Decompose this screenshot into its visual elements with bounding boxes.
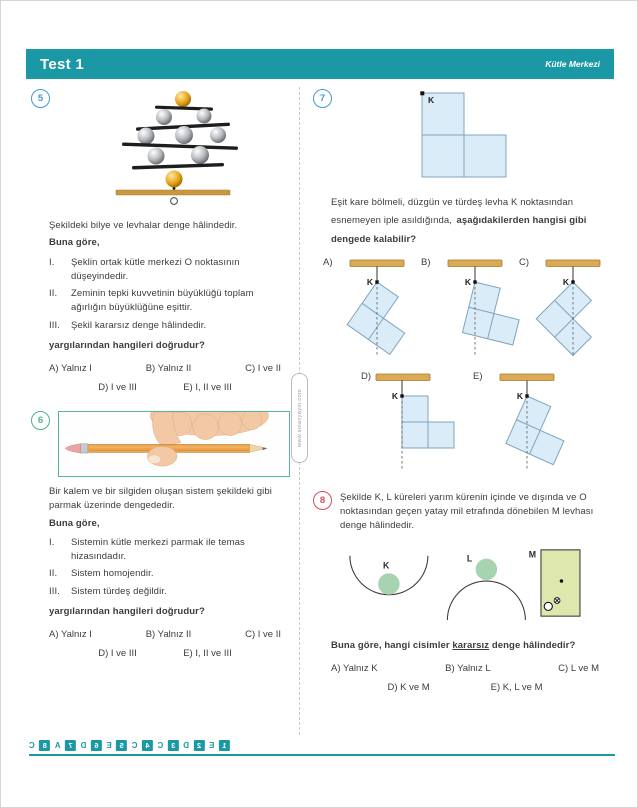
q6-photo-box [58, 411, 290, 477]
answer-key-pair [132, 740, 153, 751]
question-6-number: 6 [31, 411, 50, 430]
answer-key-number: 8 [39, 740, 50, 751]
question-5-number: 5 [31, 89, 50, 108]
balancing-sculpture-figure [86, 89, 258, 211]
center-of-mass-dot [560, 579, 564, 583]
answer-key-number: 7 [65, 740, 76, 751]
roman-numeral: II. [49, 568, 58, 580]
option-c: C) I ve II [245, 629, 281, 640]
roman-numeral: III. [49, 319, 60, 331]
answer-key-pair [55, 740, 76, 751]
answer-key-number: 5 [116, 740, 127, 751]
option-d: D) I ve III [98, 648, 137, 659]
question-8 [313, 491, 615, 693]
option-b: B) Yalnız II [145, 363, 192, 374]
q6-item-2: II. Sistem homojendir. [49, 567, 281, 581]
q6-item-1: I. Sistemin kütle merkezi parmak ile temas hizasındadır. [49, 536, 281, 565]
option-a: A) Yalnız K [331, 662, 378, 674]
choice-label: C) [519, 256, 530, 268]
q6-options-row-1 [49, 629, 281, 640]
watermark-text: www.sinavyayin.com [296, 389, 303, 447]
plate [121, 142, 237, 149]
hand [150, 412, 268, 446]
q7-choice-e-figure [482, 371, 576, 475]
answer-key-strip [29, 740, 230, 751]
q5-item-1: I. Şeklin ortak kütle merkezi O noktasının düşeyindedir. [49, 256, 281, 285]
q8-options-row-1 [331, 663, 599, 674]
svg-text:K: K [516, 390, 523, 401]
answer-key-letter: D [80, 741, 87, 750]
q6-intro: Bir kalem ve bir silgiden oluşan sistem şekildeki gibi parmak üzerinde dengededir. [49, 486, 272, 512]
ferrule [81, 444, 88, 453]
option-d: D) K ve M [387, 681, 430, 693]
svg-text:K: K [464, 276, 471, 287]
pivot-dot [172, 187, 175, 190]
q5-intro: Şekildeki bilye ve levhalar denge hâlindedir. [49, 220, 238, 231]
q5-question: yargılarından hangileri doğrudur? [49, 339, 205, 351]
plate [131, 163, 223, 170]
answer-key-letter: C [131, 741, 138, 750]
answer-key-letter: E [209, 741, 215, 750]
q7-choice-d-figure [370, 371, 464, 475]
answer-key-pair [157, 740, 178, 751]
silver-ball [175, 126, 193, 144]
q5-item-3: III. Şekil kararsız denge hâlindedir. [49, 319, 281, 333]
answer-key-pair [183, 740, 204, 751]
q7-choice-d [361, 371, 455, 475]
pivot-O-marker [544, 602, 552, 610]
answer-key-letter: D [183, 741, 190, 750]
gold-ball-bottom [165, 171, 182, 188]
q5-options-row-1 [49, 363, 281, 374]
answer-key-pair [81, 740, 102, 751]
question-7 [313, 89, 615, 475]
l-plate-figure [410, 89, 570, 179]
question-8-number: 8 [313, 491, 332, 510]
silver-ball [196, 109, 211, 124]
answer-key-letter: E [106, 741, 112, 750]
answer-key-number: 2 [194, 740, 205, 751]
q5-items [49, 256, 281, 333]
answer-key-number: 3 [168, 740, 179, 751]
q5-options-row-2 [49, 382, 281, 393]
right-column [313, 89, 615, 693]
sphere-L [476, 558, 497, 579]
eraser [65, 444, 80, 453]
answer-key-letter: C [29, 741, 35, 750]
answer-key-letter: C [157, 741, 164, 750]
answer-key-number: 6 [91, 740, 102, 751]
q7-choice-a [323, 257, 417, 361]
base-plank [116, 190, 230, 195]
q7-choice-c [519, 257, 613, 361]
axis-into-page-icon [554, 597, 560, 603]
svg-text:K: K [391, 390, 398, 401]
test-title: Test 1 [40, 55, 85, 73]
silver-ball [147, 148, 164, 165]
choice-label: D) [361, 370, 372, 382]
q6-items [49, 536, 281, 599]
silver-ball [191, 146, 209, 164]
left-column [31, 89, 293, 659]
label-L: L [466, 553, 473, 564]
option-c: C) L ve M [558, 662, 599, 674]
k-point-label: K [428, 95, 435, 105]
convex-dome [447, 581, 525, 620]
q8-options-row-2 [331, 682, 599, 693]
answer-key-pair [209, 740, 230, 751]
q6-lead: Buna göre, [49, 517, 100, 529]
label-M: M [528, 549, 537, 560]
fingernail [148, 455, 161, 464]
option-b: B) Yalnız L [445, 662, 491, 674]
question-5 [31, 89, 293, 393]
question-7-number: 7 [313, 89, 332, 108]
option-a: A) Yalnız I [49, 363, 92, 374]
option-d: D) I ve III [98, 382, 137, 393]
q8-equilibrium-figure [337, 544, 587, 622]
q7-choice-b [421, 257, 515, 361]
option-e: E) K, L ve M [490, 681, 543, 693]
sphere-K [378, 573, 399, 594]
option-a: A) Yalnız I [49, 629, 92, 640]
silver-ball [156, 109, 172, 125]
roman-numeral: I. [49, 256, 55, 268]
q7-choice-a-figure [332, 257, 426, 361]
header-bar [26, 49, 614, 79]
answer-key-pair [29, 740, 50, 751]
pencil-on-finger-figure [59, 412, 287, 473]
q8-question-underlined-word: kararsız [452, 639, 490, 651]
q8-question-suffix: denge hâlindedir? [489, 639, 576, 651]
q7-choice-b-figure [430, 257, 524, 361]
choice-label: B) [421, 256, 431, 268]
q5-item-2: II. Zeminin tepki kuvvetinin büyüklüğü toplam ağırlığın büyüklüğüne eşittir. [49, 287, 281, 316]
q6-options-row-2 [49, 648, 281, 659]
option-b: B) Yalnız II [145, 629, 192, 640]
q7-choice-c-figure [528, 257, 622, 361]
q5-lead: Buna göre, [49, 237, 100, 249]
topic-title: Kütle Merkezi [545, 59, 600, 69]
roman-numeral: II. [49, 288, 58, 299]
q7-stem: Eşit kare bölmeli, düzgün ve türdeş levha K noktasından esnemeyen iple asıldığında, [331, 197, 574, 227]
gold-ball-top [175, 91, 191, 107]
q6-item-3: III. Sistem türdeş değildir. [49, 585, 281, 599]
answer-key-letter: A [54, 741, 61, 750]
watermark-pill [291, 373, 308, 463]
q8-question-prefix: Buna göre, hangi cisimler [331, 639, 453, 651]
option-e: E) I, II ve III [183, 648, 232, 659]
answer-key-pair [106, 740, 127, 751]
q5-figure-wrap [50, 89, 293, 211]
q7-stem-question: aşağıdakilerden hangisi gibi dengede kalabilir? [331, 215, 587, 245]
q7-choices-row-1 [323, 257, 615, 361]
footer-rule [29, 754, 615, 756]
silver-ball [210, 127, 226, 143]
roman-numeral: I. [49, 536, 55, 548]
option-e: E) I, II ve III [183, 382, 232, 393]
choice-label: A) [323, 256, 333, 268]
q7-choices-row-2 [313, 371, 615, 475]
question-6 [31, 411, 293, 659]
svg-text:K: K [562, 276, 569, 287]
label-K: K [383, 559, 390, 570]
silver-ball [137, 128, 154, 145]
answer-key-number: 1 [219, 740, 230, 751]
q6-question: yargılarından hangileri doğrudur? [49, 605, 205, 617]
q7-choice-e [473, 371, 567, 475]
q8-stem: Şekilde K, L küreleri yarım kürenin içinde ve dışında ve O noktasından geçen yatay mil etrafında dönebilen M levhası denge hâlindedir. [340, 491, 594, 532]
pivot-O-marker [170, 198, 177, 205]
svg-text:K: K [366, 276, 373, 287]
choice-label: E) [473, 370, 483, 382]
option-c: C) I ve II [245, 363, 281, 374]
roman-numeral: III. [49, 585, 60, 597]
answer-key-number: 4 [142, 740, 153, 751]
